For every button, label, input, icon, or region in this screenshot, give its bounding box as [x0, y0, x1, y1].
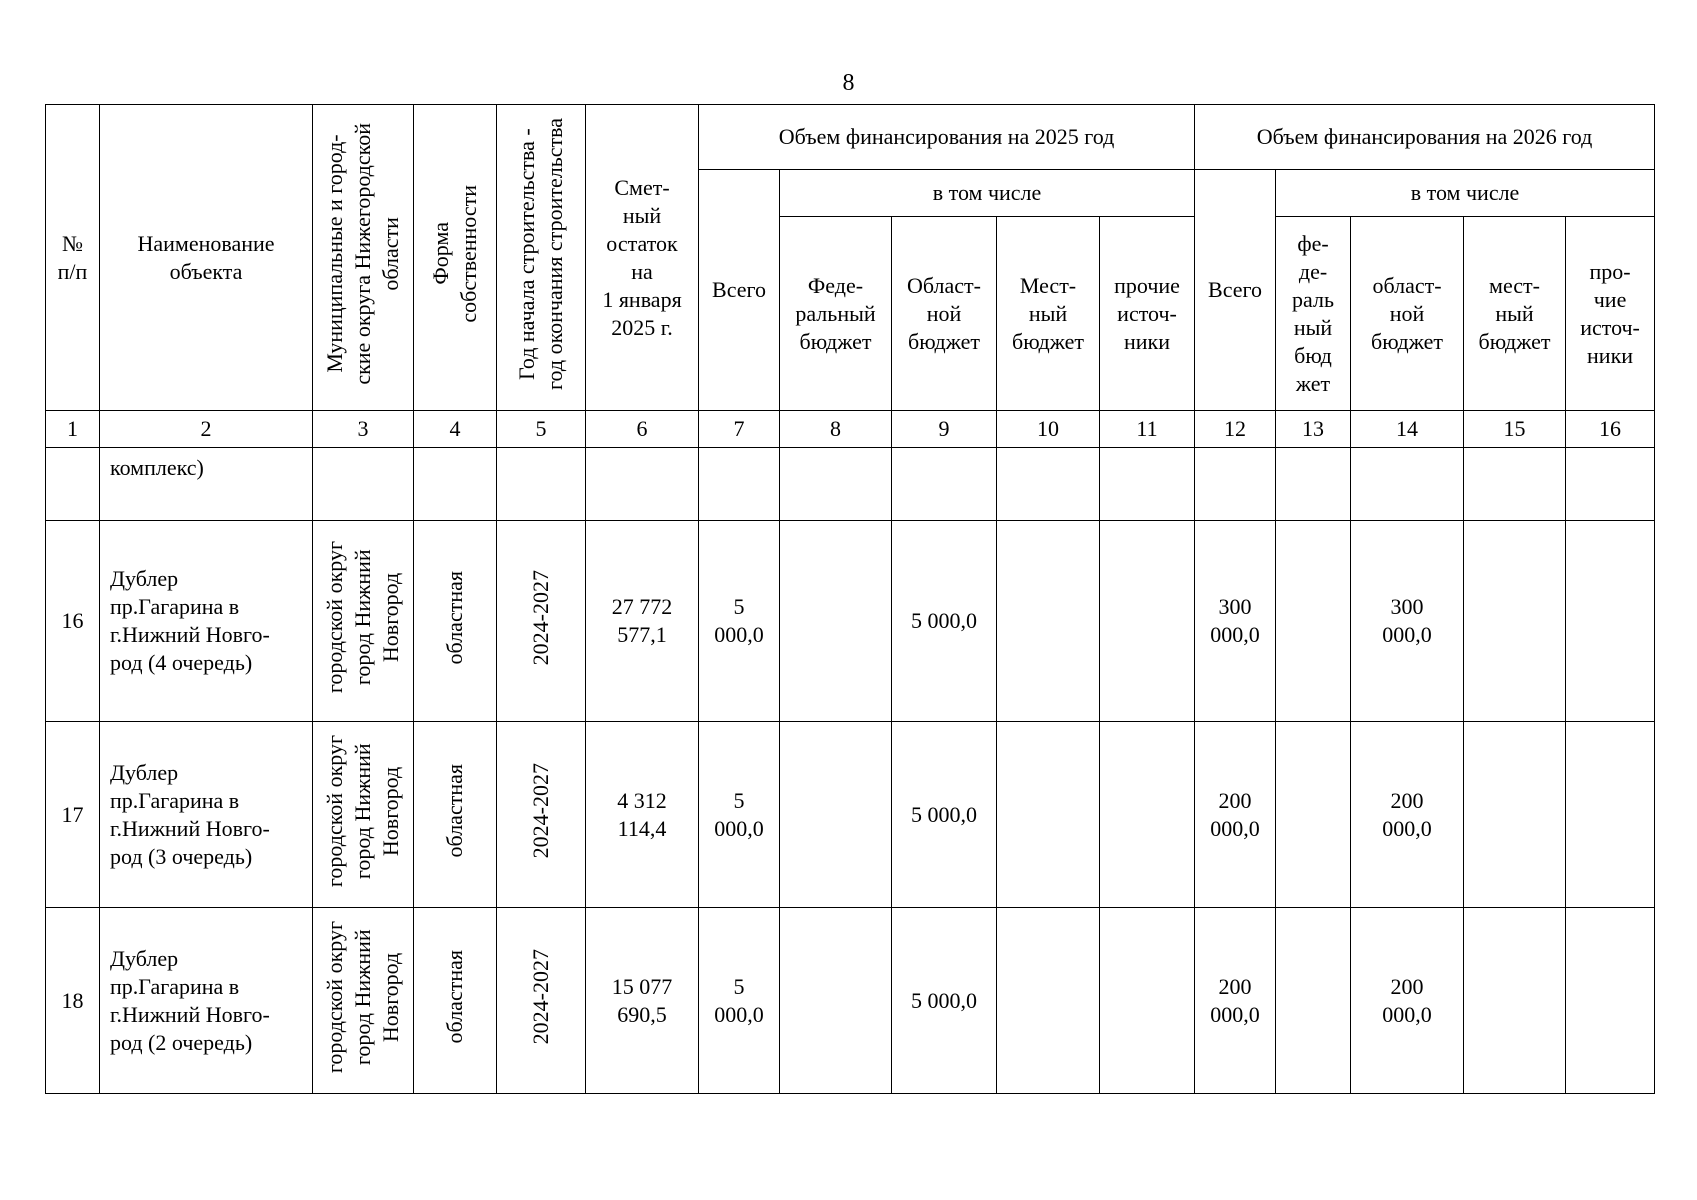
row-years — [497, 521, 586, 722]
table-row — [46, 908, 1655, 1094]
row-reg-2025: 5 000,0 — [892, 908, 997, 1094]
row-no: 17 — [46, 722, 100, 908]
column-number: 16 — [1566, 411, 1655, 448]
row-ownership-text: областная — [442, 570, 467, 665]
row-fed-2025 — [780, 521, 892, 722]
row-ownership — [414, 722, 497, 908]
header-oth-2026: про- чие источ- ники — [1566, 217, 1655, 411]
row-fed-2026 — [1276, 908, 1351, 1094]
empty-cell — [46, 448, 100, 521]
row-oth-2026 — [1566, 722, 1655, 908]
column-number: 15 — [1464, 411, 1566, 448]
header-no: № п/п — [46, 105, 100, 411]
header-fin-2026: Объем финансирования на 2026 год — [1195, 105, 1655, 170]
row-name: Дублер пр.Гагарина в г.Нижний Новго- род (2 очередь) — [100, 908, 313, 1094]
row-name: Дублер пр.Гагарина в г.Нижний Новго- род (3 очередь) — [100, 722, 313, 908]
row-oth-2026 — [1566, 908, 1655, 1094]
row-years — [497, 722, 586, 908]
row-fed-2025 — [780, 908, 892, 1094]
column-number: 1 — [46, 411, 100, 448]
column-number: 11 — [1100, 411, 1195, 448]
row-oth-2025 — [1100, 521, 1195, 722]
row-ownership — [414, 521, 497, 722]
header-fed-2025: Феде- ральный бюджет — [780, 217, 892, 411]
continuation-name: комплекс) — [100, 448, 313, 521]
header-oth-2025: прочие источ- ники — [1100, 217, 1195, 411]
row-loc-2025 — [997, 722, 1100, 908]
row-reg-2026: 300 000,0 — [1351, 521, 1464, 722]
row-oth-2026 — [1566, 521, 1655, 722]
header-municipal — [313, 105, 414, 411]
row-loc-2026 — [1464, 908, 1566, 1094]
row-fed-2025 — [780, 722, 892, 908]
header-years — [497, 105, 586, 411]
row-total-2025: 5 000,0 — [699, 908, 780, 1094]
row-reg-2026: 200 000,0 — [1351, 908, 1464, 1094]
row-total-2026: 200 000,0 — [1195, 908, 1276, 1094]
row-total-2025: 5 000,0 — [699, 521, 780, 722]
empty-cell — [780, 448, 892, 521]
empty-cell — [997, 448, 1100, 521]
column-number: 14 — [1351, 411, 1464, 448]
row-loc-2025 — [997, 908, 1100, 1094]
continuation-row — [46, 448, 1655, 521]
header-reg-2025: Област- ной бюджет — [892, 217, 997, 411]
row-oth-2025 — [1100, 722, 1195, 908]
row-ownership-text: областная — [442, 764, 467, 858]
row-loc-2026 — [1464, 521, 1566, 722]
column-number: 12 — [1195, 411, 1276, 448]
header-loc-2025: Мест- ный бюджет — [997, 217, 1100, 411]
table-row — [46, 521, 1655, 722]
empty-cell — [892, 448, 997, 521]
row-reg-2025: 5 000,0 — [892, 722, 997, 908]
row-loc-2025 — [997, 521, 1100, 722]
row-municipal-text: городской округ город Нижний Новгород — [322, 920, 403, 1074]
empty-cell — [1276, 448, 1351, 521]
empty-cell — [313, 448, 414, 521]
header-years-text: Год начала строительства - год окончания строительства — [514, 118, 567, 390]
empty-cell — [1566, 448, 1655, 521]
empty-cell — [586, 448, 699, 521]
row-years — [497, 908, 586, 1094]
page-number: 8 — [842, 70, 855, 96]
header-ownership-text: Форма собственности — [428, 185, 481, 323]
column-number: 8 — [780, 411, 892, 448]
row-balance: 27 772 577,1 — [586, 521, 699, 722]
header-fed-2026: фе- де- раль ный бюд жет — [1276, 217, 1351, 411]
header-reg-2026: област- ной бюджет — [1351, 217, 1464, 411]
header-total-2025: Всего — [699, 170, 780, 411]
header-row-1 — [46, 105, 1655, 170]
empty-cell — [699, 448, 780, 521]
row-ownership — [414, 908, 497, 1094]
column-number: 7 — [699, 411, 780, 448]
row-years-text: 2024-2027 — [528, 763, 553, 859]
row-oth-2025 — [1100, 908, 1195, 1094]
empty-cell — [1100, 448, 1195, 521]
row-years-text: 2024-2027 — [528, 569, 553, 666]
header-balance: Смет- ный остаток на 1 января 2025 г. — [586, 105, 699, 411]
header-municipal-text: Муниципальные и город- ские округа Нижегородской области — [322, 123, 403, 385]
empty-cell — [1464, 448, 1566, 521]
column-numbers-row — [46, 411, 1655, 448]
row-no: 16 — [46, 521, 100, 722]
column-number: 2 — [100, 411, 313, 448]
row-total-2026: 200 000,0 — [1195, 722, 1276, 908]
row-no: 18 — [46, 908, 100, 1094]
header-ownership — [414, 105, 497, 411]
row-total-2026: 300 000,0 — [1195, 521, 1276, 722]
header-name: Наименование объекта — [100, 105, 313, 411]
financing-table — [45, 104, 1655, 1094]
header-including-2025: в том числе — [780, 170, 1195, 217]
row-municipal — [313, 908, 414, 1094]
header-fin-2025: Объем финансирования на 2025 год — [699, 105, 1195, 170]
row-reg-2026: 200 000,0 — [1351, 722, 1464, 908]
row-municipal-text: городской округ город Нижний Новгород — [322, 541, 403, 694]
column-number: 5 — [497, 411, 586, 448]
header-total-2026: Всего — [1195, 170, 1276, 411]
column-number: 6 — [586, 411, 699, 448]
empty-cell — [1351, 448, 1464, 521]
row-municipal-text: городской округ город Нижний Новгород — [322, 734, 403, 888]
row-total-2025: 5 000,0 — [699, 722, 780, 908]
row-years-text: 2024-2027 — [528, 949, 553, 1045]
empty-cell — [1195, 448, 1276, 521]
header-loc-2026: мест- ный бюджет — [1464, 217, 1566, 411]
row-loc-2026 — [1464, 722, 1566, 908]
row-fed-2026 — [1276, 722, 1351, 908]
row-municipal — [313, 521, 414, 722]
column-number: 3 — [313, 411, 414, 448]
row-reg-2025: 5 000,0 — [892, 521, 997, 722]
row-balance: 15 077 690,5 — [586, 908, 699, 1094]
header-including-2026: в том числе — [1276, 170, 1655, 217]
column-number: 13 — [1276, 411, 1351, 448]
row-balance: 4 312 114,4 — [586, 722, 699, 908]
column-number: 4 — [414, 411, 497, 448]
column-number: 10 — [997, 411, 1100, 448]
row-fed-2026 — [1276, 521, 1351, 722]
row-name: Дублер пр.Гагарина в г.Нижний Новго- род (4 очередь) — [100, 521, 313, 722]
table-row — [46, 722, 1655, 908]
empty-cell — [497, 448, 586, 521]
row-ownership-text: областная — [442, 950, 467, 1044]
column-number: 9 — [892, 411, 997, 448]
empty-cell — [414, 448, 497, 521]
row-municipal — [313, 722, 414, 908]
